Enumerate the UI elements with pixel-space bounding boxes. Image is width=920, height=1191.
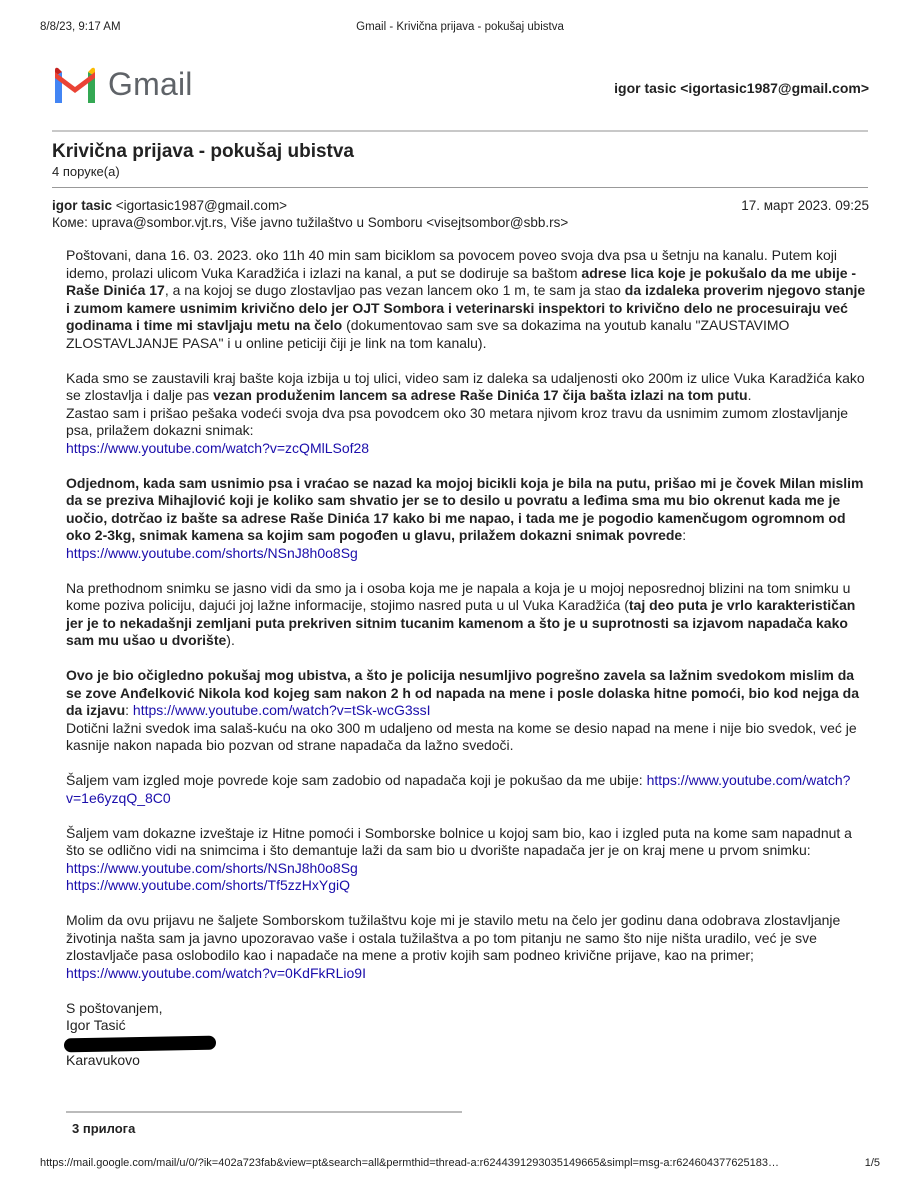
body-paragraph [66,580,866,650]
body-text: (dokumentovao sam sve sa dokazima na youtub kanalu "ZAUSTAVIMO ZLOSTAVLJANJE PASA" i u online peticiji čiji je link na tom kanalu). [66,317,790,351]
bold-text: vezan produženim lancem sa adrese Raše Dinića 17 čija bašta izlazi na tom putu [213,387,748,403]
body-text: Kada smo se zaustavili kraj bašte koja izbija u toj ulici, video sam iz daleka sa udaljenosti oko 200m iz ulice Vuka Karadžića kako se zlostavlja i dalje pas [66,369,865,403]
youtube-link[interactable]: https://www.youtube.com/shorts/NSnJ8h0o8Sg [66,544,358,561]
bold-text: Ovo je bio očigledno pokušaj mog ubistva, a što je policija nesumljivo pogrešno zavela sa lažnim svedokom mislim da se zove Anđelković Nikola kod kojeg sam nakon 2 h od napada na mene i posle dolaska hitne pomoći, bio kod nejga da da izjavu [66,667,860,718]
page-number: 1/5 [864,1157,880,1169]
sender-name: igor tasic [52,198,113,213]
body-text: Molim da ovu prijavu ne šaljete Somborskom tužilaštvu koje mi je stavilo metu na čelo jer godinu dana odobrava zlostavljanje životinja našta sam ja javno upozoravao vaše i ostala tužilaštva a po tom pitanju ne samo što nije ništa uradilo, već je sve zlostavljače pasa oslobodilo kao i napadače na mene a protiv kojih sam podneo krivične prijave, kao na primer; [66,912,841,963]
sender-email: <igortasic1987@gmail.com> [112,198,288,213]
body-text: Dotični lažni svedok ima salaš-kuću na oko 300 m udaljeno od mesta na kome se desio napad na mene i nije bio svedok, već je kasnije nakon napada bio pozvan od strane napadača da lažno svedoči. [66,719,857,753]
message-count: 4 поруке(а) [52,164,120,179]
gmail-m-icon [52,67,98,103]
body-text: Šaljem vam izgled moje povrede koje sam zadobio od napadača koji je pokušao da me ubije: [66,772,647,788]
body-paragraph [66,370,866,458]
body-paragraph [66,912,866,982]
body-text: Poštovani, dana 16. 03. 2023. oko 11h 40 min sam biciklom sa povocem poveo svoja dva psa u šetnju na kanalu. Putem koji idemo, prolazi ulicom Vuka Karadžića i izlazi na kanal, a put se dodiruje sa baštom [66,247,837,281]
message-sender [52,198,287,213]
youtube-link[interactable]: https://www.youtube.com/watch?v=0KdFkRLio9I [66,964,366,981]
print-datetime: 8/8/23, 9:17 AM [40,21,121,33]
print-url: https://mail.google.com/mail/u/0/?ik=402a723fab&view=pt&search=all&permthid=thread-a:r6244391293035149665&simpl=msg-a:r624604377625183… [40,1157,780,1169]
body-text: ). [226,632,235,648]
body-text: Zastao sam i prišao pešaka vodeći svoja dva psa povodcem oko 30 metara njivom kroz travu da usnimim zumom zlostavljanje psa, prilažem dokazni snimak: [66,404,849,438]
attachments-count[interactable]: 3 прилога [72,1121,136,1136]
bold-text: da izdaleka proverim njegovo stanje i zumom kamere usnimim krivično delo jer OJT Sombora i veterinarski inspektori to krivično delo ne procesuiraju već godinama i time mi stavljaju metu na čelo [66,282,866,333]
body-paragraph [66,772,866,807]
print-page-title: Gmail - Krivična prijava - pokušaj ubistva [356,21,564,33]
bold-text: adrese lica koje je pokušalo da me ubije - Raše Dinića 17 [66,264,857,298]
message-recipients: Коме: uprava@sombor.vjt.rs, Više javno tužilaštvo u Somboru <visejtsombor@sbb.rs> [52,215,569,230]
signature [66,1000,866,1070]
body-text: : [682,527,687,543]
body-text: Šaljem vam dokazne izveštaje iz Hitne pomoći i Somborske bolnice u kojoj sam bio, kao i izgled puta na kome sam napadnut a što se odlično vidi na snimcima i što demantuje laži da sam bio u dvorište napadača jer je on kraj mene u prvom snimku: [66,824,852,858]
bold-text: taj deo puta je vrlo karakterističan jer je to nekadašnji zemljani puta prekriven sitnim tucanim kamenom a što je u suprotnosti sa izjavom napadača kako sam mu ušao u dvorište [66,597,856,648]
attachments-divider [66,1111,462,1113]
message-date: 17. март 2023. 09:25 [741,198,869,213]
redaction-mark [64,1035,216,1052]
body-text: : [125,702,133,718]
body-paragraph [66,667,866,755]
signature-name: Igor Tasić [66,1017,126,1033]
subject-divider [52,187,868,188]
youtube-link[interactable]: https://www.youtube.com/shorts/Tf5zzHxYgiQ [66,877,350,893]
body-paragraph [66,247,866,352]
body-text: . [747,387,752,403]
bold-text: Odjednom, kada sam usnimio psa i vraćao se nazad ka mojoj bicikli koja je bila na putu, prišao mi je čovek Milan mislim da se preziva Mihajlović koji je koliko sam shvatio jer se to desilo u povratu a leđima sma mu bio okrenut kada me je uočio, dotrčao iz bašte sa adrese Raše Dinića 17 kako bi me napao, i tada me je pogodio kamenčugom ogromnom od oko 2-3kg, snimak kamena sa kojim sam pogođen u glavu, prilažem dokazni snimak povrede [66,474,864,543]
body-text: Na prethodnom snimku se jasno vidi da smo ja i osoba koja me je napala a koja je u mojoj neposrednoj blizini na tom snimku u kome poziva policiju, dajući joj lažne informacije, stojimo nasred puta u ul Vuka Karadžića ( [66,579,851,613]
body-paragraph [66,825,866,895]
signature-closing: S poštovanjem, [66,999,163,1016]
signature-place: Karavukovo [66,1052,140,1068]
youtube-link[interactable]: https://www.youtube.com/watch?v=tSk-wcG3ssI [132,702,431,718]
header-divider [52,130,868,132]
gmail-wordmark: Gmail [108,66,193,102]
thread-subject: Krivična prijava - pokušaj ubistva [52,141,354,162]
message-body [66,247,866,1070]
youtube-link[interactable]: https://www.youtube.com/watch?v=zcQMlLSof28 [66,439,370,456]
youtube-link[interactable]: https://www.youtube.com/shorts/NSnJ8h0o8Sg [66,859,358,876]
body-text: , a na kojoj se dugo zlostavljao pas vezan lancem oko 1 m, te sam ja stao [164,282,625,298]
signature-redacted-line [66,1035,866,1053]
body-paragraph [66,475,866,563]
gmail-logo [52,66,193,103]
account-identity: igor tasic <igortasic1987@gmail.com> [614,80,869,96]
youtube-link[interactable]: https://www.youtube.com/watch?v=1e6yzqQ_8C0 [66,772,851,806]
